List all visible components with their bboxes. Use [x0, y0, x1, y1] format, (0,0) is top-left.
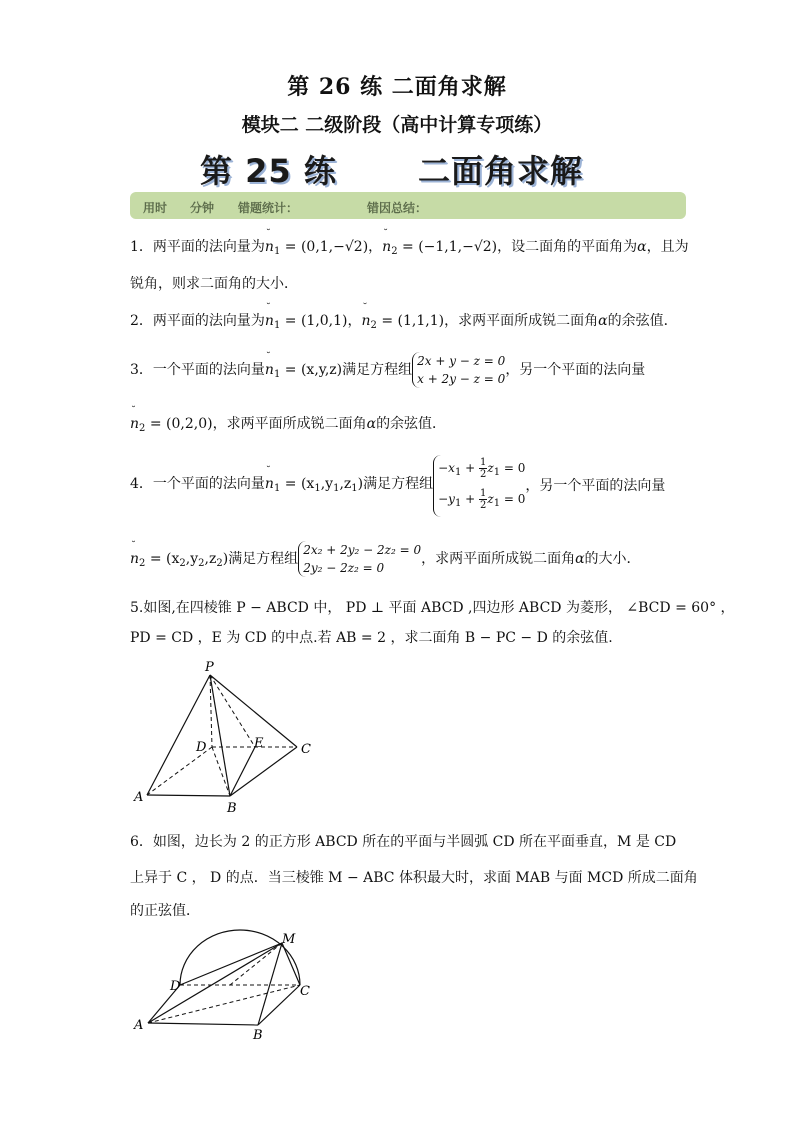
figure1-label-c: C — [301, 742, 311, 757]
problem-3-line-2: ˘ $n_2 = (0,2,0)$，求两平面所成锐二面角α的余弦值． — [130, 414, 446, 439]
figure1-label-p: P — [205, 660, 214, 675]
figure2-label-b: B — [253, 1028, 263, 1043]
minutes-label: 分钟 — [190, 201, 215, 215]
equation-system-4: $-x_1$ + $\frac{1}{2}z_1 = 0$ $-y_1$ + $\frac{1}{2}z_1 = 0$ — [433, 455, 525, 517]
equation-system-4b: 2x₂ + 2y₂ − 2z₂ = 0 2y₂ − 2z₂ = 0 — [298, 541, 421, 577]
banner-right: 二面角求解 — [418, 152, 584, 190]
problem-2: 2．两平面的法向量为˘ $n_1 = (1,0,1)$，˘ $n_2 = (1,1,1)$，求两平面所成锐二面角α的余弦值． — [130, 311, 678, 336]
problem-5-line-2: PD = CD ，E 为 CD 的中点.若 AB = 2 ，求二面角 B − PC − D 的余弦值. — [130, 630, 613, 646]
semicircle-figure — [130, 925, 330, 1045]
problem-1-line-1: 1．两平面的法向量为˘ $n_1 = (0,1,-√2)$，˘ $n_2 = (-1,1,-√2)$，设二面角的平面角为α，且为 — [130, 237, 689, 262]
problem-4-line-1: 4．一个平面的法向量˘ $n_1 = (x_1,y_1,z_1)$满足方程组$-x_1$ + $\frac{1}{2}z_1 = 0$ $-y_1$ + $\frac{1}{2}z_1 = 0$，另一个平面的法向量 — [130, 455, 665, 517]
page-subtitle: 模块二 二级阶段（高中计算专项练） — [241, 114, 553, 136]
banner — [200, 146, 620, 190]
figure2-label-c: C — [300, 984, 310, 999]
figure2-label-a: A — [134, 1018, 144, 1033]
problem-5-line-1: 5.如图,在四棱锥 P − ABCD 中， PD ⊥ 平面 ABCD ,四边形 ABCD 为菱形， ∠BCD = 60° ， — [130, 600, 735, 616]
reasons-label: 错因总结： — [367, 201, 428, 215]
pyramid-figure — [130, 655, 330, 815]
stats-bar — [130, 192, 686, 219]
problem-1-line-2: 锐角，则求二面角的大小． — [130, 276, 298, 292]
figure2-label-m: M — [282, 932, 296, 947]
problem-6-line-2: 上异于 C ， D 的点．当三棱锥 M − ABC 体积最大时，求面 MAB 与面 MCD 所成二面角 — [130, 870, 698, 886]
figure2-label-d: D — [170, 979, 181, 994]
page-title: 第 26 练 二面角求解 — [287, 74, 507, 100]
problem-6-line-1: 6．如图，边长为 2 的正方形 ABCD 所在的平面与半圆弧 CD 所在平面垂直，M 是 CD — [130, 834, 677, 850]
figure1-label-a: A — [134, 790, 144, 805]
figure1-label-e: E — [254, 736, 264, 751]
errors-label: 错题统计： — [238, 201, 299, 215]
vector-n1: ˘ n — [265, 237, 274, 257]
problem-3-line-1: 3．一个平面的法向量˘ $n_1 = (x,y,z)$满足方程组2x + y − z = 0 x + 2y − z = 0，另一个平面的法向量 — [130, 352, 645, 388]
time-label: 用时 — [143, 201, 168, 215]
equation-system-3: 2x + y − z = 0 x + 2y − z = 0 — [412, 352, 505, 388]
vector-n2: ˘ n — [382, 237, 391, 257]
problem-4-line-2: ˘ $n_2 = (x_2,y_2,z_2)$满足方程组2x₂ + 2y₂ − 2z₂ = 0 2y₂ − 2z₂ = 0，求两平面所成锐二面角α的大小． — [130, 541, 641, 577]
banner-left: 第 25 练 — [200, 152, 337, 190]
figure1-label-b: B — [227, 801, 237, 815]
figure1-label-d: D — [196, 740, 207, 755]
problem-6-line-3: 的正弦值． — [130, 903, 200, 919]
